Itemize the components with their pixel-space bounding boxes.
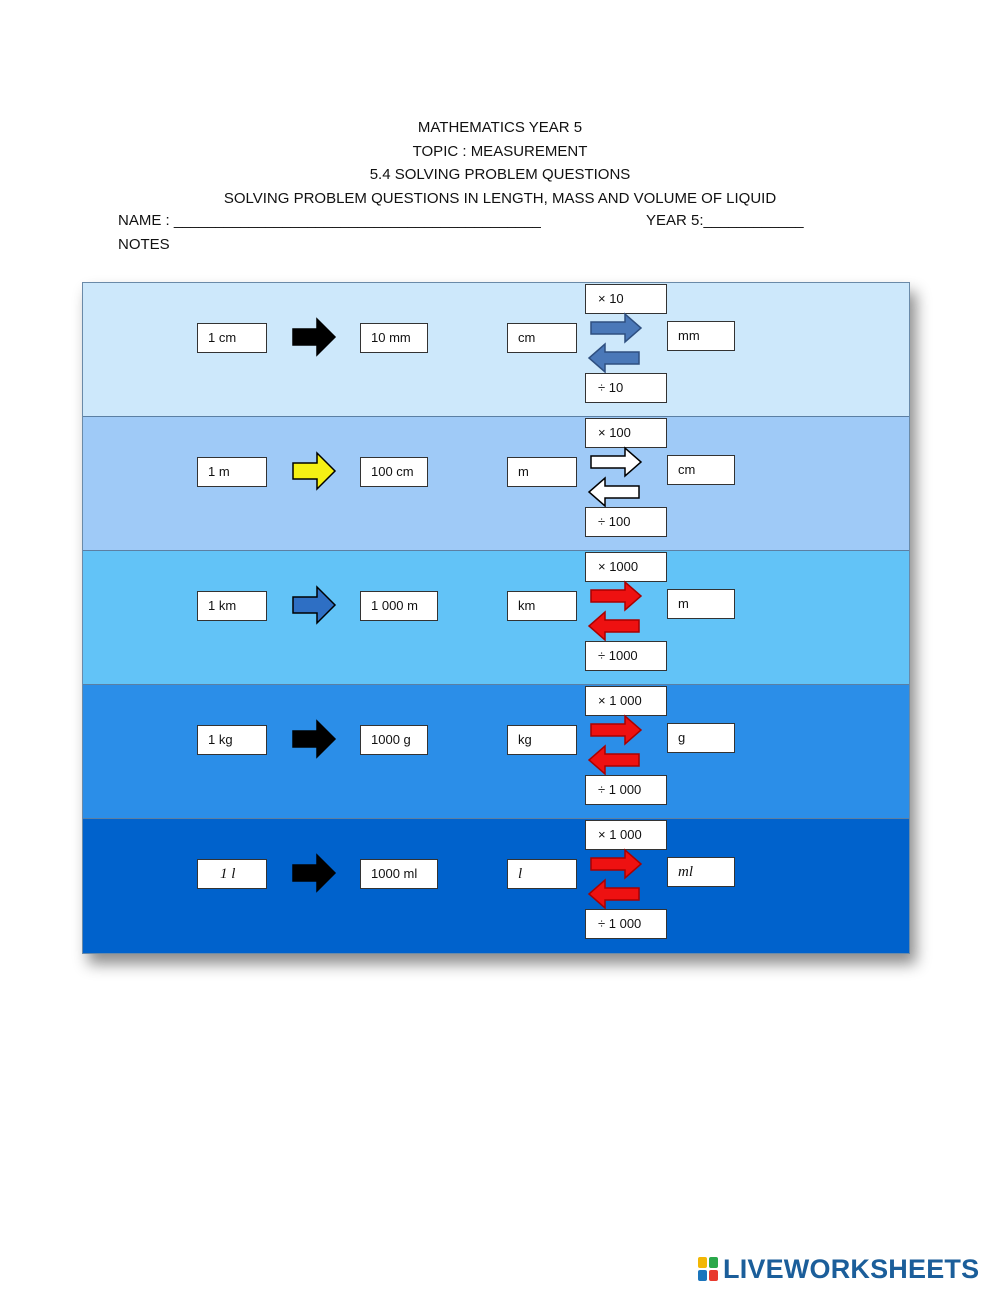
notes-heading: NOTES [118, 236, 170, 253]
to-value-box: 1 000 m [360, 591, 438, 621]
multiply-label-box: × 100 [585, 418, 667, 448]
from-value-box: 1 l [197, 859, 267, 889]
conversion-row [83, 283, 909, 417]
divide-label-box: ÷ 10 [585, 373, 667, 403]
divide-arrow-icon [589, 478, 641, 506]
divide-label-box: ÷ 1 000 [585, 909, 667, 939]
divide-arrow-icon [589, 880, 641, 908]
divide-label-box: ÷ 1000 [585, 641, 667, 671]
multiply-label-box: × 1 000 [585, 686, 667, 716]
worksheet-subtitle: SOLVING PROBLEM QUESTIONS IN LENGTH, MASS AND VOLUME OF LIQUID [223, 189, 777, 207]
unit-to-box: cm [667, 455, 735, 485]
multiply-arrow-icon [591, 850, 643, 878]
unit-from-box: kg [507, 725, 577, 755]
divide-arrow-icon [589, 612, 641, 640]
to-value-box: 100 cm [360, 457, 428, 487]
divide-label-box: ÷ 100 [585, 507, 667, 537]
conversion-table [82, 282, 910, 954]
right-arrow-icon [293, 587, 337, 623]
unit-from-box: l [507, 859, 577, 889]
from-value-box: 1 m [197, 457, 267, 487]
multiply-label-box: × 10 [585, 284, 667, 314]
multiply-arrow-icon [591, 314, 643, 342]
conversion-row [83, 417, 909, 551]
conversion-row [83, 685, 909, 819]
unit-to-box: ml [667, 857, 735, 887]
multiply-label-box: × 1000 [585, 552, 667, 582]
unit-from-box: m [507, 457, 577, 487]
section-title: 5.4 SOLVING PROBLEM QUESTIONS [369, 166, 631, 184]
unit-to-box: mm [667, 321, 735, 351]
subject-title: MATHEMATICS YEAR 5 [417, 119, 583, 136]
worksheet-header [0, 116, 1000, 210]
right-arrow-icon [293, 453, 337, 489]
right-arrow-icon [293, 855, 337, 891]
divide-arrow-icon [589, 746, 641, 774]
logo-text: LIVEWORKSHEETS [723, 1253, 980, 1284]
to-value-box: 1000 ml [360, 859, 438, 889]
to-value-box: 10 mm [360, 323, 428, 353]
unit-to-box: m [667, 589, 735, 619]
name-field[interactable]: NAME : ____________________________________________ [118, 212, 541, 229]
from-value-box: 1 kg [197, 725, 267, 755]
year-field[interactable]: YEAR 5:____________ [646, 212, 804, 229]
unit-from-box: cm [507, 323, 577, 353]
right-arrow-icon [293, 319, 337, 355]
from-value-box: 1 km [197, 591, 267, 621]
divide-label-box: ÷ 1 000 [585, 775, 667, 805]
multiply-label-box: × 1 000 [585, 820, 667, 850]
topic-title: TOPIC : MEASUREMENT [412, 142, 588, 160]
conversion-row [83, 551, 909, 685]
right-arrow-icon [293, 721, 337, 757]
unit-to-box: g [667, 723, 735, 753]
multiply-arrow-icon [591, 582, 643, 610]
to-value-box: 1000 g [360, 725, 428, 755]
multiply-arrow-icon [591, 448, 643, 476]
multiply-arrow-icon [591, 716, 643, 744]
liveworksheets-logo [697, 1254, 979, 1284]
from-value-box: 1 cm [197, 323, 267, 353]
divide-arrow-icon [589, 344, 641, 372]
conversion-row [83, 819, 909, 953]
unit-from-box: km [507, 591, 577, 621]
logo-mark-icon [697, 1256, 719, 1282]
